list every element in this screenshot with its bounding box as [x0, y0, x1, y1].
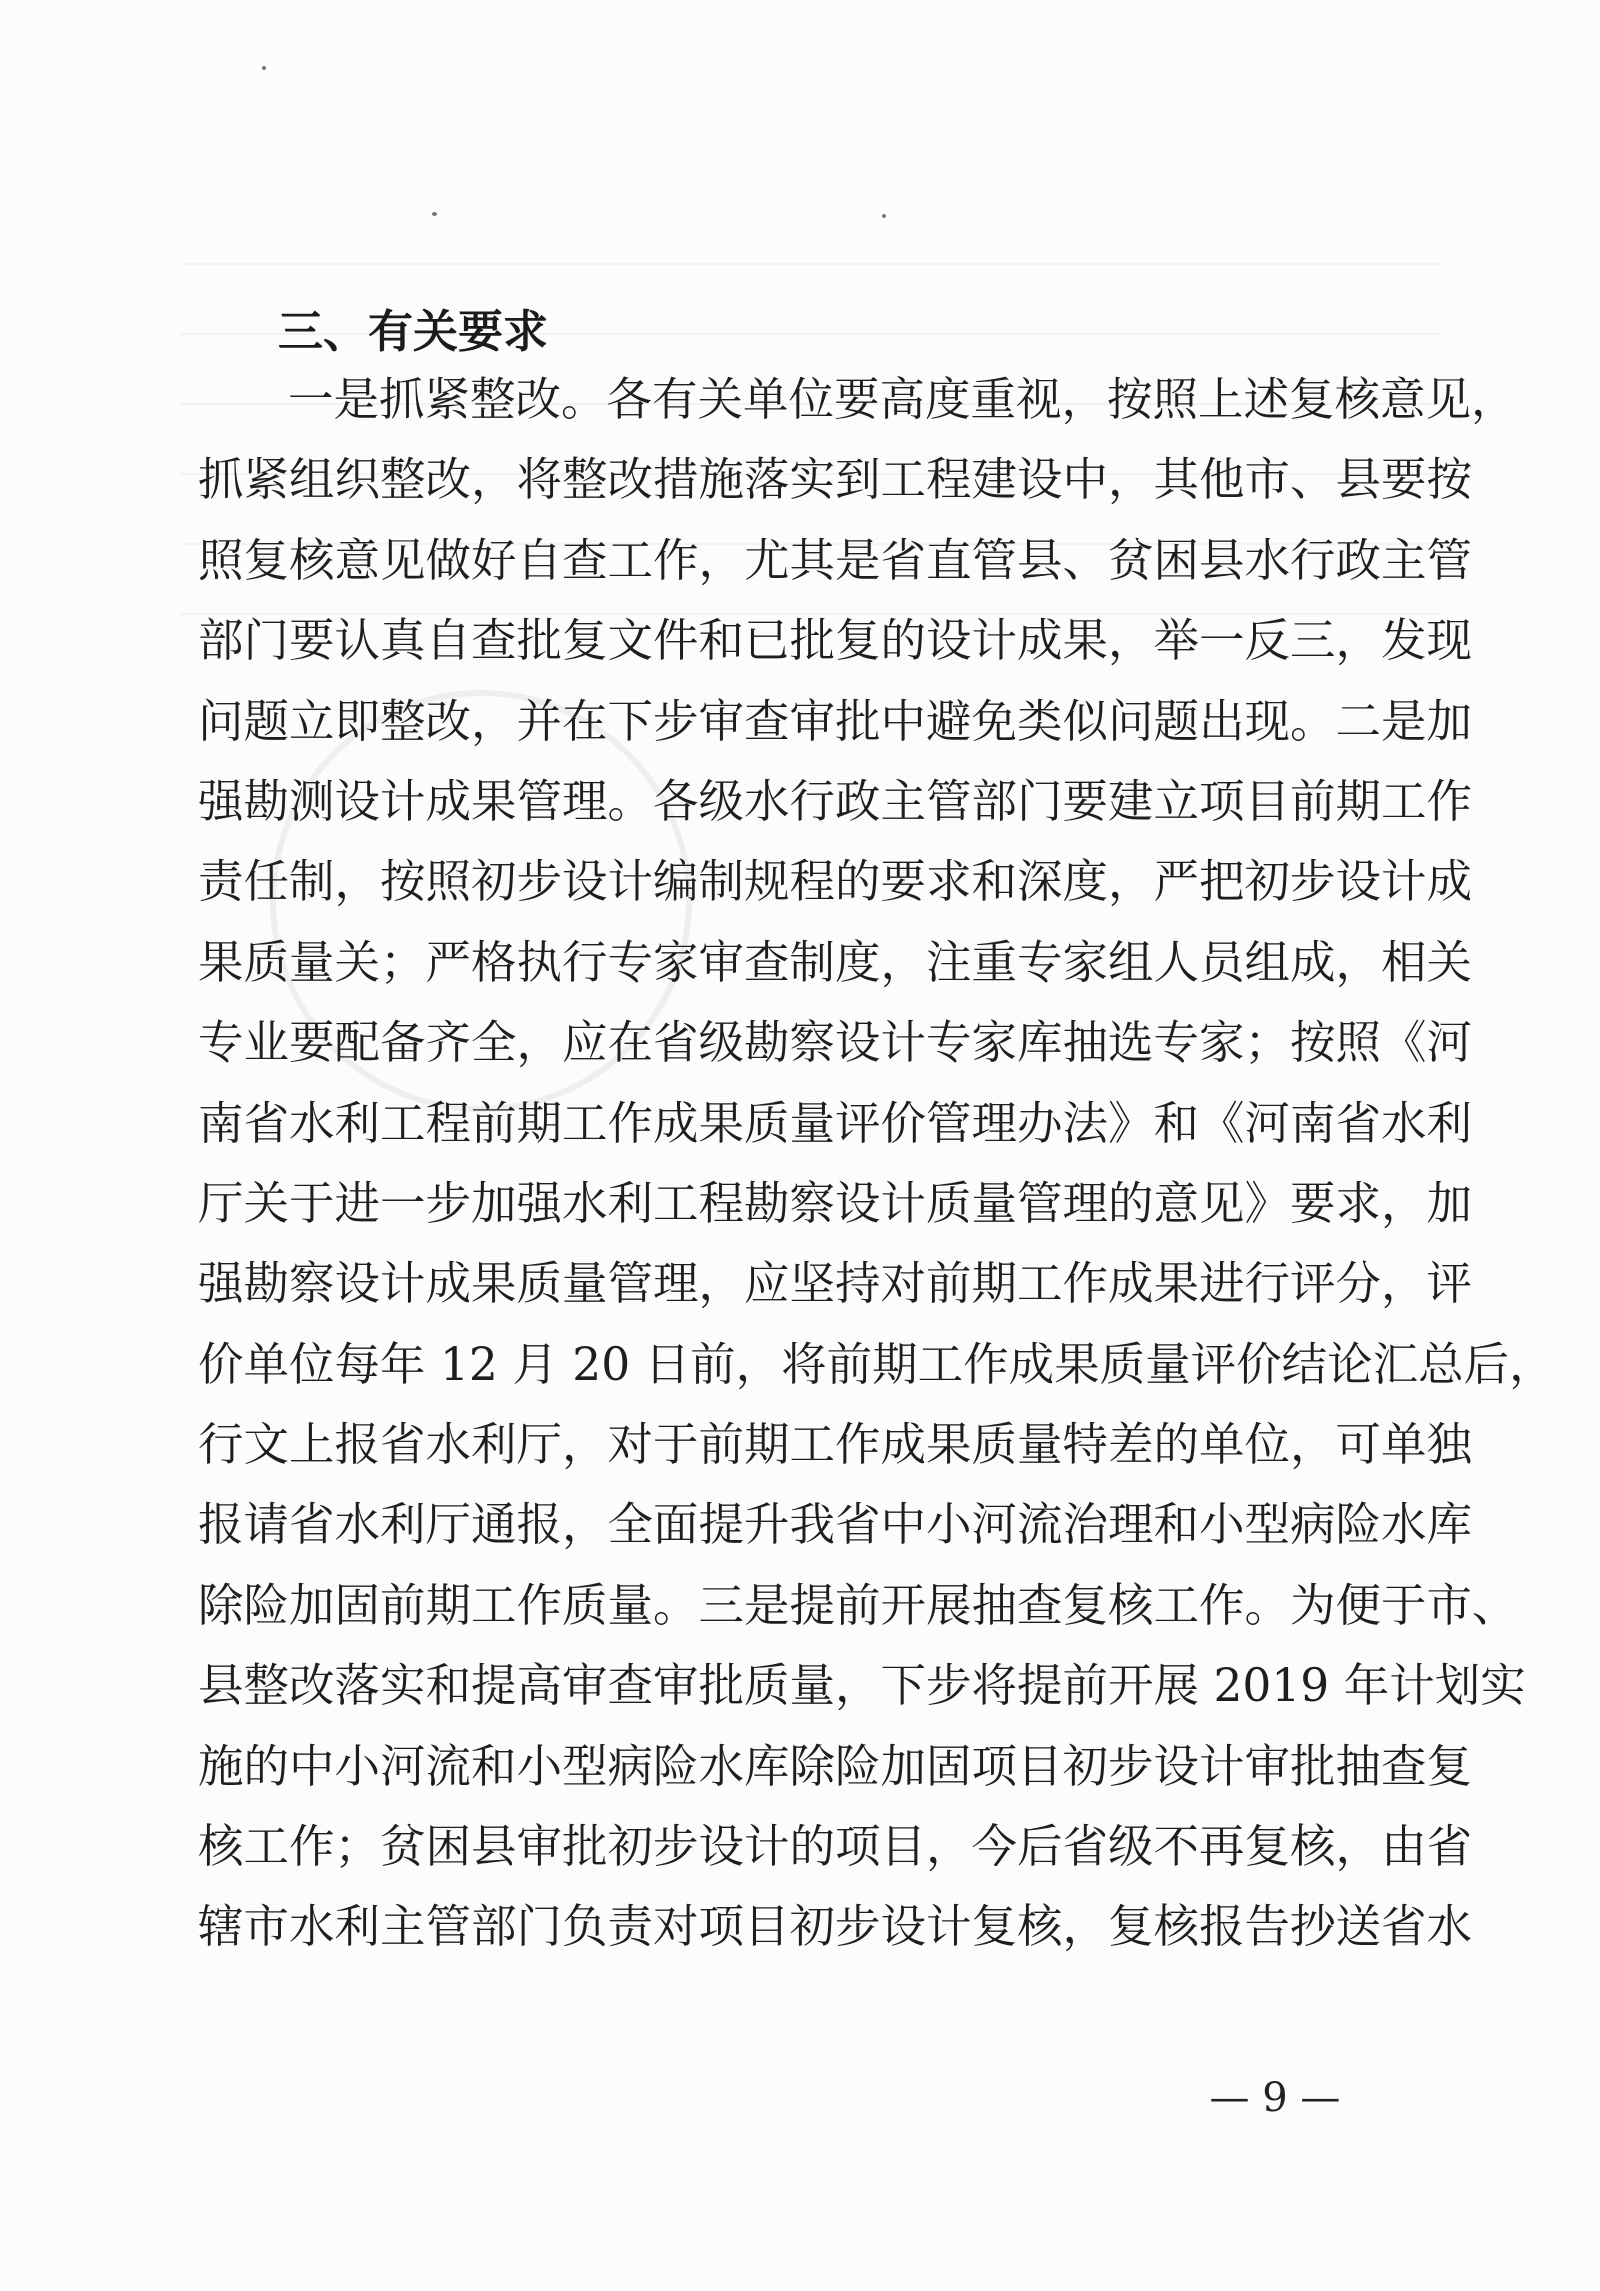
paragraph-line: 县整改落实和提高审查审批质量，下步将提前开展 2019 年计划实 [198, 1659, 1526, 1713]
scan-speck [882, 214, 886, 218]
paragraph-line: 专业要配备齐全，应在省级勘察设计专家库抽选专家；按照《河 [198, 1016, 1473, 1070]
paragraph-line: 部门要认真自查批复文件和已批复的设计成果，举一反三，发现 [198, 614, 1473, 668]
paragraph-line: 辖市水利主管部门负责对项目初步设计复核，复核报告抄送省水 [198, 1900, 1473, 1954]
paragraph-line: 报请省水利厅通报，全面提升我省中小河流治理和小型病险水库 [198, 1498, 1473, 1552]
paragraph-line: 强勘察设计成果质量管理，应坚持对前期工作成果进行评分，评 [198, 1257, 1473, 1311]
scan-speck [432, 212, 437, 216]
paragraph-line: 施的中小河流和小型病险水库除险加固项目初步设计审批抽查复 [198, 1739, 1473, 1793]
paragraph-line: 核工作；贫困县审批初步设计的项目，今后省级不再复核，由省 [198, 1820, 1473, 1874]
section-heading: 三、有关要求 [278, 305, 549, 359]
paragraph-line: 果质量关；严格执行专家审查制度，注重专家组人员组成，相关 [198, 935, 1473, 989]
paragraph-line: 问题立即整改，并在下步审查审批中避免类似问题出现。二是加 [198, 694, 1473, 748]
paragraph-line: 除险加固前期工作质量。三是提前开展抽查复核工作。为便于市、 [198, 1578, 1518, 1632]
paragraph-line: 抓紧组织整改，将整改措施落实到工程建设中，其他市、县要按 [198, 453, 1473, 507]
paragraph-line: 价单位每年 12 月 20 日前，将前期工作成果质量评价结论汇总后， [198, 1337, 1555, 1391]
paragraph-line: 责任制，按照初步设计编制规程的要求和深度，严把初步设计成 [198, 855, 1473, 909]
paragraph-line: 一是抓紧整改。各有关单位要高度重视，按照上述复核意见， [288, 373, 1517, 426]
paragraph-line: 行文上报省水利厅，对于前期工作成果质量特差的单位，可单独 [198, 1418, 1473, 1472]
paragraph-line: 南省水利工程前期工作成果质量评价管理办法》和《河南省水利 [198, 1096, 1473, 1150]
body-paragraph [198, 360, 1555, 1968]
paragraph-line: 强勘测设计成果管理。各级水行政主管部门要建立项目前期工作 [198, 774, 1473, 828]
paragraph-line: 厅关于进一步加强水利工程勘察设计质量管理的意见》要求，加 [198, 1176, 1473, 1230]
scan-speck [262, 66, 266, 70]
paragraph-line: 照复核意见做好自查工作，尤其是省直管县、贫困县水行政主管 [198, 533, 1473, 587]
page-number: — 9 — [1209, 2075, 1341, 2121]
